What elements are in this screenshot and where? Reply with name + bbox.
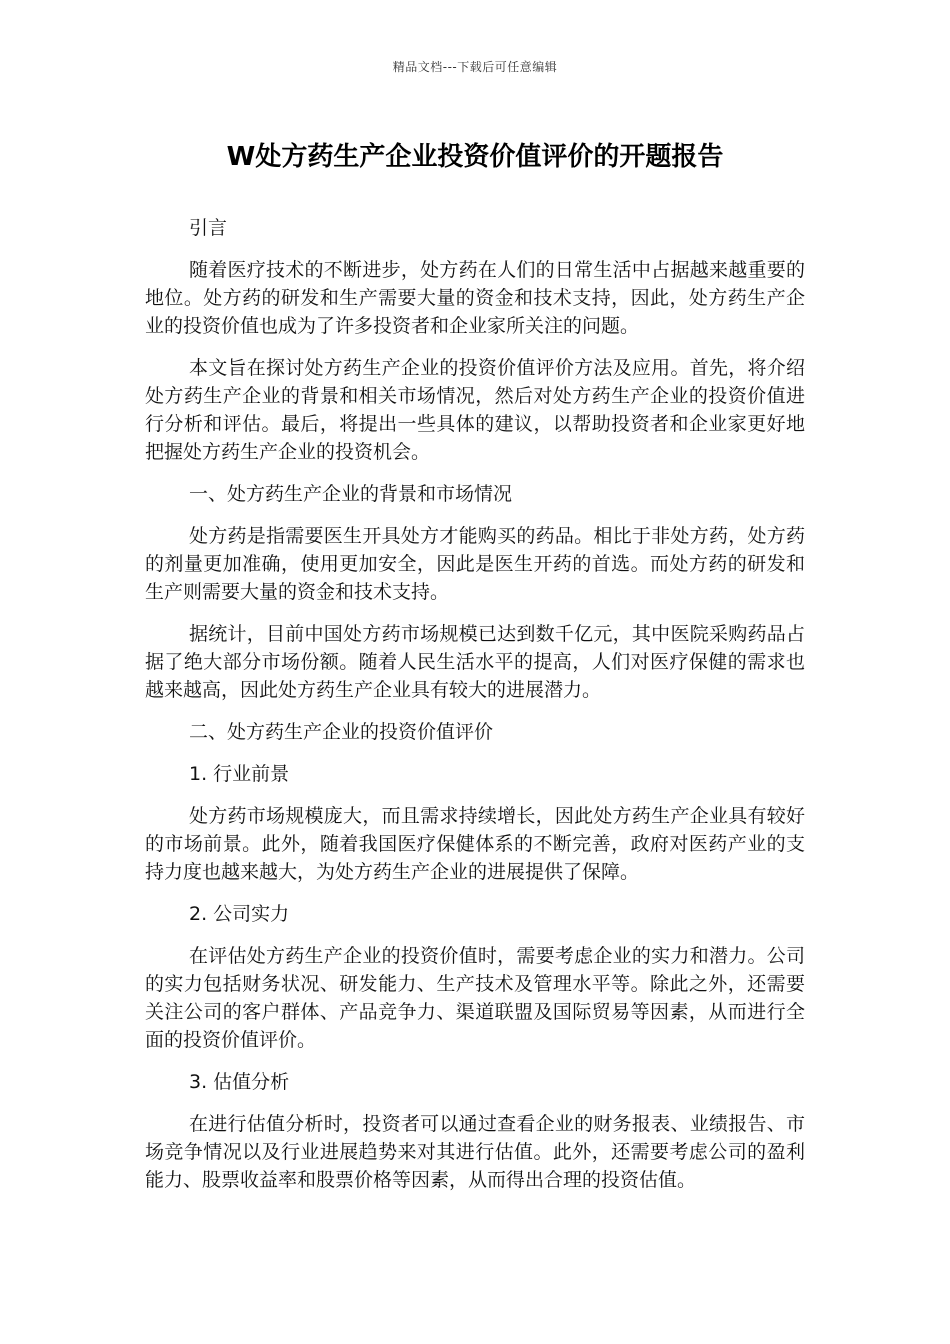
- document-title: W处方药生产企业投资价值评价的开题报告: [226, 142, 724, 172]
- paragraph: 在进行估值分析时，投资者可以通过查看企业的财务报表、业绩报告、市场竞争情况以及行业进展趋势来对其进行估值。此外，还需要考虑公司的盈利能力、股票收益率和股票价格等因素，从而得出合理的投资估值。: [145, 1113, 805, 1191]
- subsection-heading: 1. 行业前景: [189, 763, 290, 785]
- section-heading: 二、处方药生产企业的投资价值评价: [189, 721, 494, 743]
- subsection-heading: 3. 估值分析: [189, 1071, 290, 1093]
- paragraph: 随着医疗技术的不断进步，处方药在人们的日常生活中占据越来越重要的地位。处方药的研发和生产需要大量的资金和技术支持，因此，处方药生产企业的投资价值也成为了许多投资者和企业家所关注的问题。: [145, 259, 805, 337]
- header-note: 精品文档---下载后可任意编辑: [392, 60, 558, 74]
- paragraph: 在评估处方药生产企业的投资价值时，需要考虑企业的实力和潜力。公司的实力包括财务状况、研发能力、生产技术及管理水平等。除此之外，还需要关注公司的客户群体、产品竞争力、渠道联盟及国际贸易等因素，从而进行全面的投资价值评价。: [145, 945, 805, 1051]
- paragraph: 据统计，目前中国处方药市场规模已达到数千亿元，其中医院采购药品占据了绝大部分市场份额。随着人民生活水平的提高，人们对医疗保健的需求也越来越高，因此处方药生产企业具有较大的进展潜力。: [145, 623, 805, 701]
- paragraph: 处方药市场规模庞大，而且需求持续增长，因此处方药生产企业具有较好的市场前景。此外，随着我国医疗保健体系的不断完善，政府对医药产业的支持力度也越来越大，为处方药生产企业的进展提供了保障。: [145, 805, 805, 883]
- intro-heading: 引言: [189, 217, 228, 239]
- document-body: [145, 214, 805, 1208]
- subsection-heading: 2. 公司实力: [189, 903, 290, 925]
- paragraph: 处方药是指需要医生开具处方才能购买的药品。相比于非处方药，处方药的剂量更加准确，使用更加安全，因此是医生开药的首选。而处方药的研发和生产则需要大量的资金和技术支持。: [145, 525, 805, 603]
- paragraph: 本文旨在探讨处方药生产企业的投资价值评价方法及应用。首先，将介绍处方药生产企业的背景和相关市场情况，然后对处方药生产企业的投资价值进行分析和评估。最后，将提出一些具体的建议，以帮助投资者和企业家更好地把握处方药生产企业的投资机会。: [145, 357, 805, 463]
- section-heading: 一、处方药生产企业的背景和市场情况: [189, 483, 513, 505]
